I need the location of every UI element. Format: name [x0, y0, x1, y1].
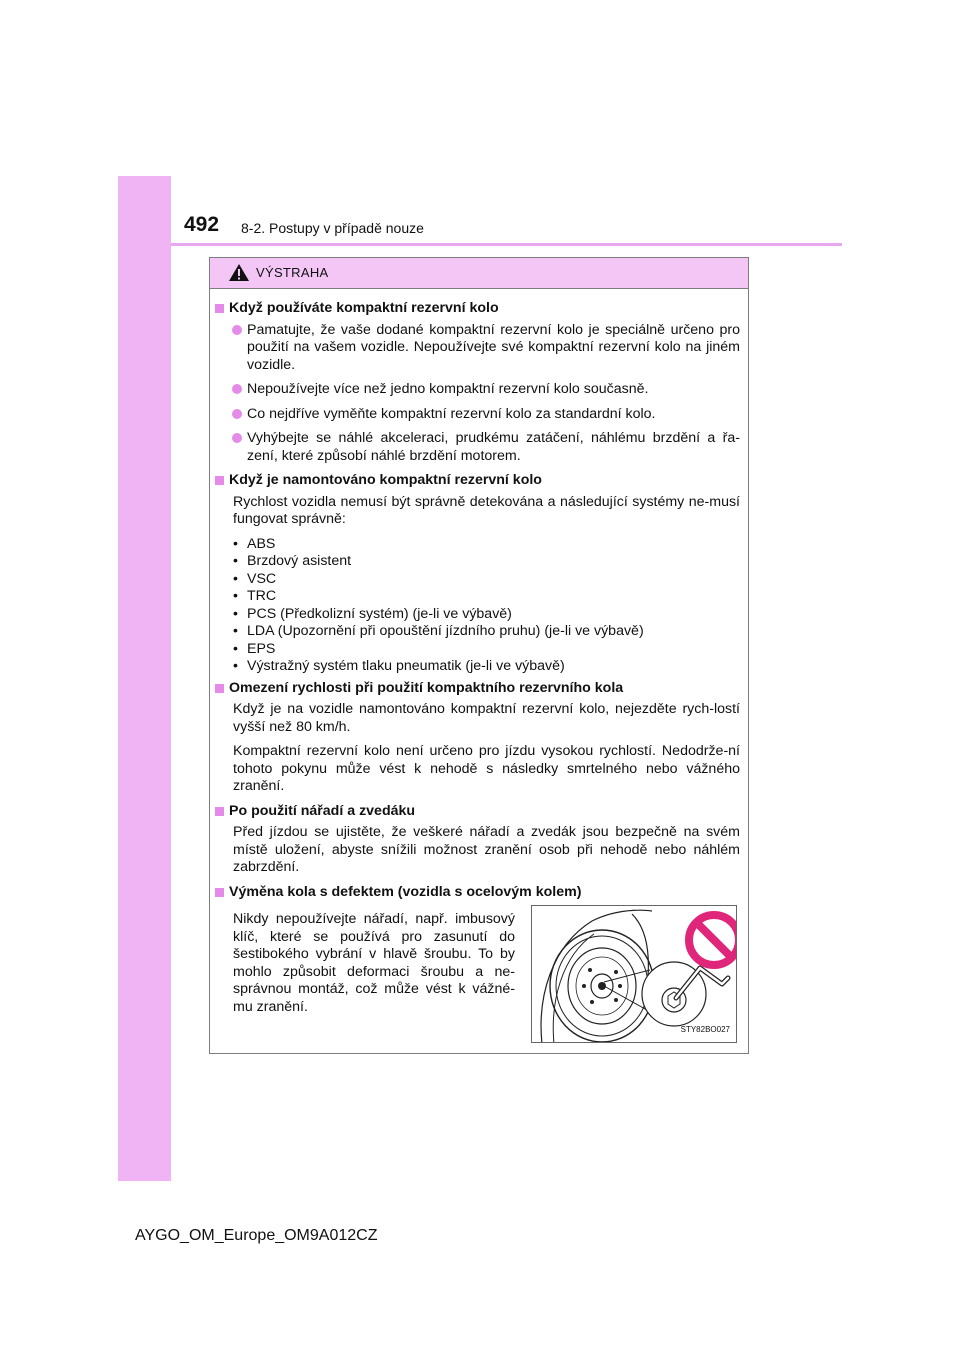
list-item: • PCS (Předkolizní systém) (je-li ve výbavě)	[233, 606, 740, 624]
list-item: • TRC	[233, 588, 740, 606]
heading-compact-spare-use: Když používáte kompaktní rezervní kolo	[215, 300, 740, 318]
paragraph: Rychlost vozidla nemusí být správně detekována a následující systémy ne-musí fungovat správně:	[233, 493, 740, 527]
heading-speed-limit: Omezení rychlosti při použití kompaktního rezervního kola	[215, 680, 740, 698]
heading-after-tools: Po použití nářadí a zvedáku	[215, 803, 740, 821]
affected-systems-list	[215, 536, 740, 676]
paragraph: Kompaktní rezervní kolo není určeno pro jízdu vysokou rychlostí. Nedodrže-ní tohoto pokynu může vést k nehodě s následky smrtelného nebo vážného zranění.	[233, 743, 740, 794]
section-title: 8-2. Postupy v případě nouze	[241, 220, 424, 236]
allen-key-prohibited-figure	[531, 905, 737, 1043]
list-item: • Brzdový asistent	[233, 553, 740, 571]
warning-body	[210, 288, 748, 1053]
paragraph: Před jízdou se ujistěte, že veškeré nářadí a zvedák jsou bezpečně na svém místě uložení, abyste snížili možnost zranění osob při nehodě nebo náhlém zabrzdění.	[233, 824, 740, 875]
paragraph: Když je na vozidle namontováno kompaktní rezervní kolo, nejezděte rych-lostí vyšší než 80 km/h.	[233, 701, 740, 735]
heading-compact-spare-mounted: Když je namontováno kompaktní rezervní kolo	[215, 472, 740, 490]
bullet-item: Vyhýbejte se náhlé akceleraci, prudkému zatáčení, náhlému brzdění a řa-zení, které způsobí náhlé brzdění motorem.	[215, 430, 740, 465]
list-item: • Výstražný systém tlaku pneumatik (je-li ve výbavě)	[233, 658, 740, 676]
page-number: 492	[184, 213, 220, 236]
side-tab-strip	[118, 176, 171, 1181]
warning-triangle-icon	[228, 263, 250, 282]
bullet-item: Nepoužívejte více než jedno kompaktní rezervní kolo současně.	[215, 381, 740, 399]
list-item: • EPS	[233, 641, 740, 659]
header-divider	[171, 243, 842, 246]
document-id: AYGO_OM_Europe_OM9A012CZ	[135, 1227, 378, 1244]
list-item: • LDA (Upozornění při opouštění jízdního pruhu) (je-li ve výbavě)	[233, 623, 740, 641]
warning-header	[210, 258, 748, 289]
list-item: • ABS	[233, 536, 740, 554]
flat-tire-section	[215, 905, 740, 1055]
figure-code: STY82BO027	[680, 1024, 730, 1034]
paragraph: Nikdy nepoužívejte nářadí, např. imbusový klíč, které se používá pro zasunutí do šestibokého vybrání v hlavě šroubu. To by mohlo způsobit deformaci šroubu a ne-správnou montáž, což může vést k vážné-mu zranění.	[233, 911, 515, 1015]
heading-flat-tire: Výměna kola s defektem (vozidla s ocelovým kolem)	[215, 884, 740, 902]
bullet-item: Pamatujte, že vaše dodané kompaktní rezervní kolo je speciálně určeno pro použití na vašem vozidle. Nepoužívejte své kompaktní rezervní kolo na jiném vozidle.	[215, 322, 740, 375]
list-item: • VSC	[233, 571, 740, 589]
warning-box	[209, 257, 749, 1054]
bullet-item: Co nejdříve vyměňte kompaktní rezervní kolo za standardní kolo.	[215, 406, 740, 424]
warning-title: VÝSTRAHA	[256, 265, 329, 280]
